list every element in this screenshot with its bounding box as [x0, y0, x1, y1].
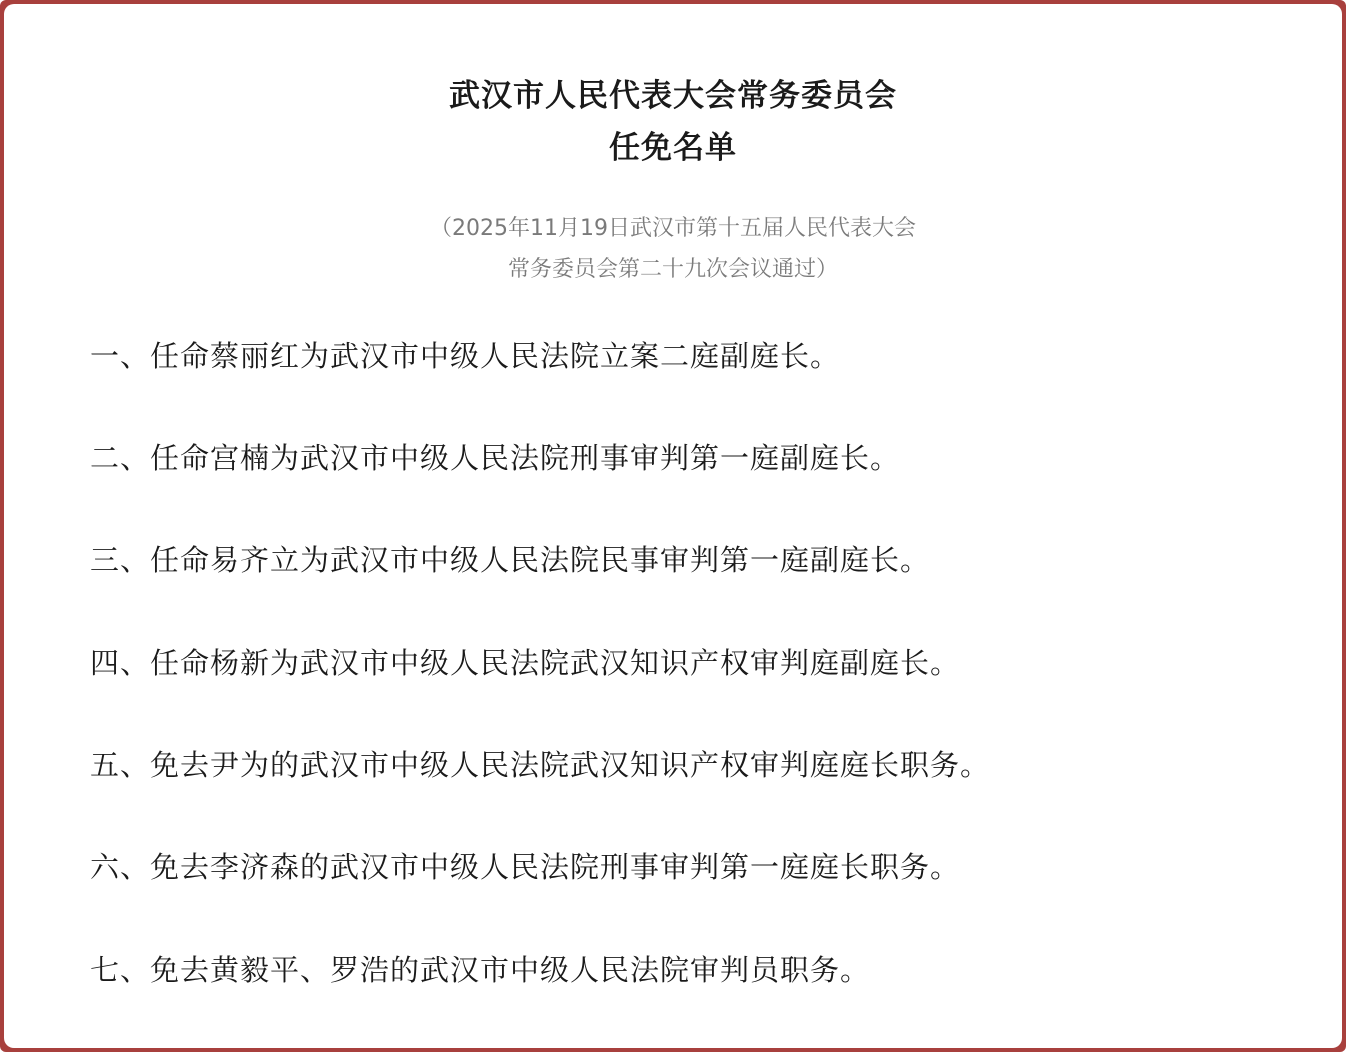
- removal-item-7: 七、免去黄毅平、罗浩的武汉市中级人民法院审判员职务。: [90, 953, 871, 987]
- document-subtitle-heading: 任免名单: [609, 130, 737, 166]
- removal-item-5: 五、免去尹为的武汉市中级人民法院武汉知识产权审判庭庭长职务。: [90, 748, 991, 782]
- removal-item-6: 六、免去李济森的武汉市中级人民法院刑事审判第一庭庭长职务。: [90, 850, 961, 884]
- meeting-note-line2: 常务委员会第二十九次会议通过）: [507, 257, 838, 282]
- appointment-item-2: 二、任命宫楠为武汉市中级人民法院刑事审判第一庭副庭长。: [90, 441, 901, 475]
- appointment-item-4: 四、任命杨新为武汉市中级人民法院武汉知识产权审判庭副庭长。: [90, 646, 961, 680]
- appointment-item-1: 一、任命蔡丽红为武汉市中级人民法院立案二庭副庭长。: [90, 339, 841, 373]
- meeting-note-line1: （2025年11月19日武汉市第十五届人民代表大会: [430, 216, 916, 241]
- document-page: [4, 4, 1342, 1048]
- appointment-item-3: 三、任命易齐立为武汉市中级人民法院民事审判第一庭副庭长。: [90, 543, 931, 577]
- document-title: 武汉市人民代表大会常务委员会: [449, 78, 897, 114]
